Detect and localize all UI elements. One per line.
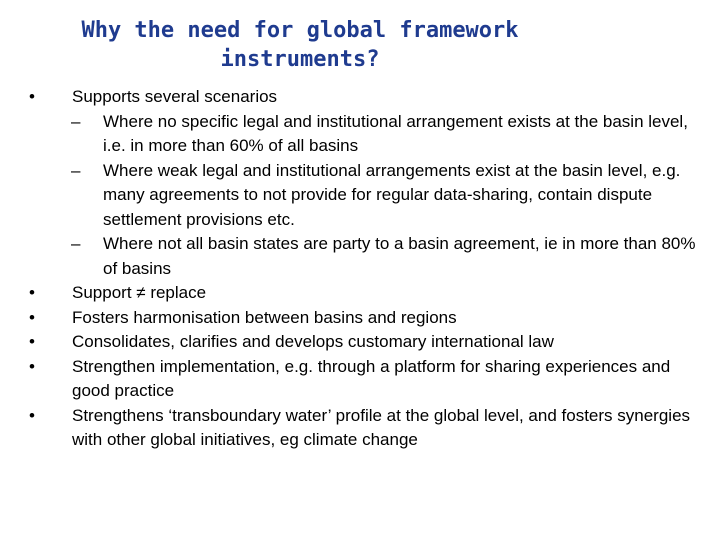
- bullet-text: Fosters harmonisation between basins and regions: [72, 307, 457, 327]
- bullet-text: Support ≠ replace: [72, 283, 207, 302]
- bullet-marker: •: [29, 356, 35, 376]
- bullet-text: Strengthens ‘transboundary water’ profile at the global level, and fosters synergies with other global initiatives, eg climate change: [72, 405, 691, 449]
- bullet-marker: •: [29, 87, 35, 106]
- sub-bullet-marker: –: [71, 234, 81, 253]
- sub-bullet-marker: –: [71, 160, 81, 180]
- bullet-item: [25, 306, 705, 331]
- bullet-marker: •: [29, 307, 35, 327]
- bullet-item: [25, 281, 705, 306]
- sub-bullet-item: [25, 232, 705, 281]
- bullet-item: [25, 355, 705, 404]
- title-line-1: Why the need for global framework: [81, 18, 519, 43]
- sub-bullet-item: [25, 110, 705, 159]
- sub-bullet-marker: –: [71, 111, 81, 131]
- bullet-text: Strengthen implementation, e.g. through a platform for sharing experiences and good practice: [72, 356, 671, 400]
- bullet-item: [25, 330, 705, 355]
- bullet-marker: •: [29, 405, 35, 425]
- bullet-item: [25, 404, 705, 453]
- sub-bullet-text: Where no specific legal and institutional arrangement exists at the basin level, i.e. in more than 60% of all basins: [103, 111, 688, 155]
- bullet-marker: •: [29, 283, 35, 302]
- title-line-2: instruments?: [220, 47, 380, 72]
- bullet-marker: •: [29, 332, 35, 351]
- bullet-list: [25, 85, 705, 453]
- bullet-item: [25, 85, 705, 110]
- slide-title: [20, 16, 580, 74]
- bullet-text: Supports several scenarios: [72, 87, 278, 106]
- sub-bullet-text: Where not all basin states are party to a basin agreement, ie in more than 80% of basins: [103, 234, 696, 278]
- sub-bullet-item: [25, 159, 705, 233]
- bullet-text: Consolidates, clarifies and develops customary international law: [72, 332, 554, 351]
- sub-bullet-text: Where weak legal and institutional arrangements exist at the basin level, e.g. many agreements to not provide for regular data-sharing, contain dispute settlement provisions etc.: [103, 160, 681, 229]
